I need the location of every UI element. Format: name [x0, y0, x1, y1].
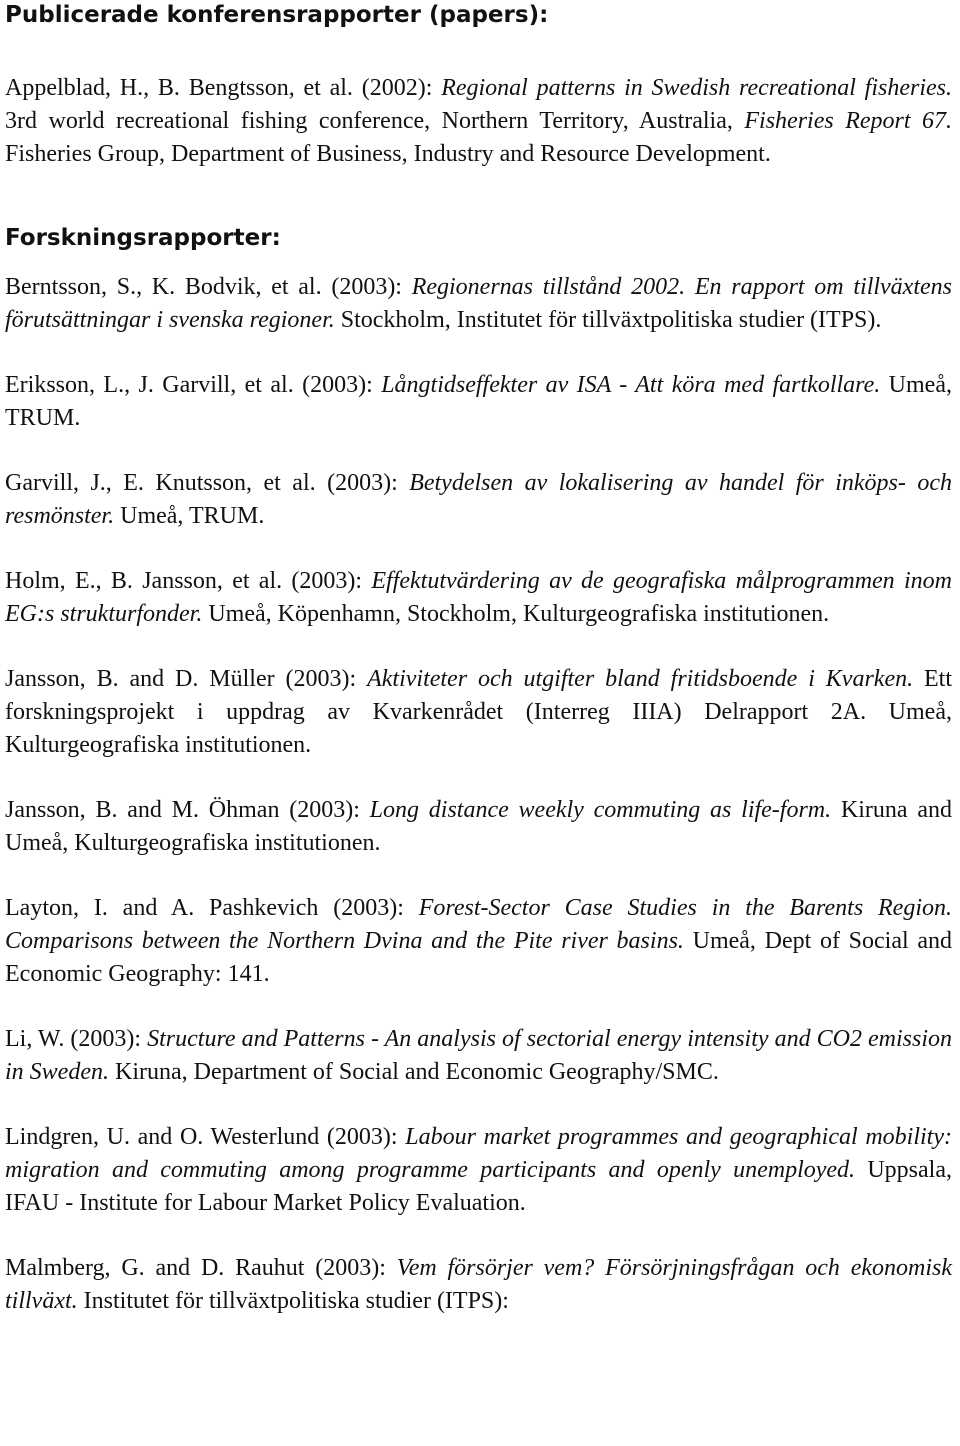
ref-authors: Malmberg, G. and D. Rauhut (2003): — [5, 1255, 397, 1281]
reference-entry — [5, 369, 952, 435]
reference-entry — [5, 565, 952, 631]
ref-publisher: Umeå, TRUM. — [5, 372, 952, 431]
reference-entry — [5, 271, 952, 337]
ref-title: Regional patterns in Swedish recreational fisheries. — [441, 75, 952, 101]
ref-title: Vem försörjer vem? Försörjningsfrågan och ekonomisk tillväxt. — [5, 1255, 953, 1314]
ref-title: Structure and Patterns - An analysis of sectorial energy intensity and CO2 emission in Sweden. — [5, 1026, 952, 1085]
ref-title: Betydelsen av lokalisering av handel för inköps- och resmönster. — [5, 470, 952, 529]
reference-entry — [5, 467, 952, 533]
ref-publisher: Kiruna, Department of Social and Economic Geography/SMC. — [108, 1059, 719, 1085]
ref-authors: Eriksson, L., J. Garvill, et al. (2003): — [5, 372, 382, 398]
ref-title: Forest-Sector Case Studies in the Barents Region. Comparisons between the Northern Dvina and the Pite river basins. — [5, 895, 953, 954]
ref-publisher: Kiruna and Umeå, Kulturgeografiska institutionen. — [5, 797, 953, 856]
ref-publisher: Institutet för tillväxtpolitiska studier (ITPS): — [77, 1288, 509, 1314]
reference-entry — [5, 892, 952, 991]
ref-title: Långtidseffekter av ISA - Att köra med fartkollare. — [381, 372, 881, 398]
ref-publisher: Stockholm, Institutet för tillväxtpolitiska studier (ITPS). — [334, 307, 882, 333]
reference-entry — [5, 1252, 952, 1318]
reference-entry — [5, 72, 952, 171]
ref-authors: Jansson, B. and D. Müller (2003): — [5, 666, 368, 692]
ref-title: Aktiviteter och utgifter bland fritidsboende i Kvarken. — [367, 666, 914, 692]
ref-title: Long distance weekly commuting as life-form. — [369, 797, 832, 823]
reference-list — [5, 72, 952, 171]
ref-publisher: Fisheries Group, Department of Business, Industry and Resource Development. — [5, 141, 771, 167]
ref-publisher: Uppsala, IFAU - Institute for Labour Market Policy Evaluation. — [5, 1157, 952, 1216]
ref-title: Effektutvärdering av de geografiska målprogrammen inom EG:s strukturfonder. — [5, 568, 952, 627]
ref-authors: Li, W. (2003): — [5, 1026, 148, 1052]
ref-title: Labour market programmes and geographical mobility: migration and commuting among programme participants and openly unemployed. — [5, 1124, 952, 1183]
ref-series: Fisheries Report 67. — [744, 108, 953, 134]
section-conference-papers — [5, 0, 952, 171]
ref-title: Regionernas tillstånd 2002. En rapport om tillväxtens förutsättningar i svenska regioner. — [5, 274, 952, 333]
ref-authors: Jansson, B. and M. Öhman (2003): — [5, 797, 370, 823]
reference-entry — [5, 663, 952, 762]
reference-entry — [5, 1121, 952, 1220]
reference-entry — [5, 1023, 952, 1089]
reference-entry — [5, 794, 952, 860]
reference-list — [5, 271, 952, 1318]
ref-authors: Lindgren, U. and O. Westerlund (2003): — [5, 1124, 406, 1150]
document-page — [5, 0, 952, 1318]
ref-publisher: Umeå, TRUM. — [114, 503, 265, 529]
ref-text: 3rd world recreational fishing conference, Northern Territory, Australia, — [5, 108, 745, 134]
ref-publisher: Umeå, Köpenhamn, Stockholm, Kulturgeografiska institutionen. — [202, 601, 830, 627]
ref-text: Appelblad, H., B. Bengtsson, et al. (2002): — [5, 75, 442, 101]
section-heading: Publicerade konferensrapporter (papers): — [5, 2, 549, 28]
section-research-reports — [5, 223, 952, 1318]
ref-publisher: Umeå, Dept of Social and Economic Geography: 141. — [5, 928, 953, 987]
ref-publisher: Ett forskningsprojekt i uppdrag av Kvarkenrådet (Interreg IIIA) Delrapport 2A. Umeå, Kulturgeografiska institutionen. — [5, 666, 953, 758]
ref-authors: Layton, I. and A. Pashkevich (2003): — [5, 895, 419, 921]
ref-authors: Holm, E., B. Jansson, et al. (2003): — [5, 568, 372, 594]
section-heading: Forskningsrapporter: — [5, 225, 281, 251]
ref-authors: Garvill, J., E. Knutsson, et al. (2003): — [5, 470, 410, 496]
ref-authors: Berntsson, S., K. Bodvik, et al. (2003): — [5, 274, 412, 300]
